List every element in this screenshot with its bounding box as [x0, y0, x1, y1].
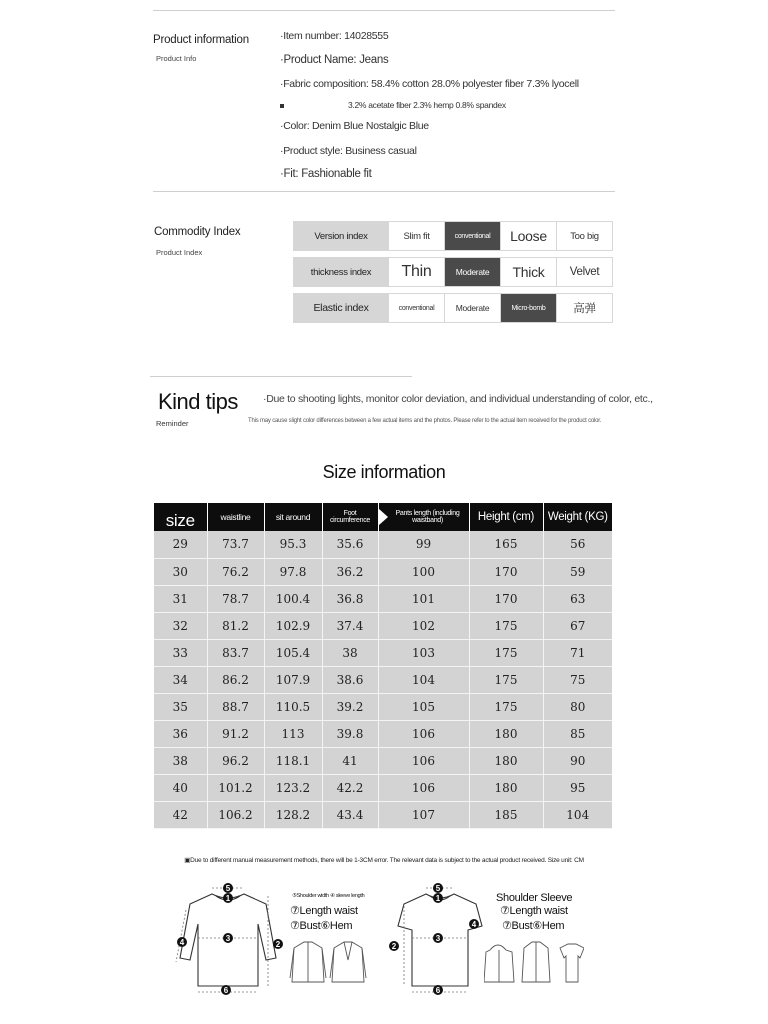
- product-style: ·Product style: Business casual: [280, 145, 417, 157]
- kind-tips-subtitle: Reminder: [156, 419, 189, 428]
- table-row: [154, 666, 612, 693]
- diagram-left-line1: ⑦Length waist: [290, 905, 358, 917]
- table-cell: 41: [322, 747, 378, 774]
- table-cell: 75: [543, 666, 612, 693]
- table-cell: 100.4: [264, 585, 322, 612]
- diagram-right-line2: ⑦Bust⑥Hem: [502, 920, 565, 932]
- thickness-option-velvet: Velvet: [557, 257, 613, 287]
- table-cell: 30: [154, 558, 207, 585]
- table-cell: 42: [154, 801, 207, 828]
- table-cell: 103: [378, 639, 469, 666]
- table-cell: 91.2: [207, 720, 264, 747]
- version-option-too-big: Too big: [557, 221, 613, 251]
- commodity-index-subtitle: Product Index: [156, 248, 203, 257]
- table-cell: 59: [543, 558, 612, 585]
- svg-text:5: 5: [225, 884, 231, 893]
- svg-text:5: 5: [435, 884, 441, 893]
- header-weight: Weight (KG): [543, 503, 612, 531]
- version-option-loose: Loose: [501, 221, 557, 251]
- table-cell: 81.2: [207, 612, 264, 639]
- diagram-right-line1: ⑦Length waist: [500, 905, 568, 917]
- table-cell: 38: [322, 639, 378, 666]
- header-height: Height (cm): [469, 503, 543, 531]
- table-cell: 38.6: [322, 666, 378, 693]
- header-sit-around: sit around: [264, 503, 322, 531]
- elastic-option-moderate: Moderate: [445, 293, 501, 323]
- table-cell: 175: [469, 612, 543, 639]
- color: ·Color: Denim Blue Nostalgic Blue: [280, 120, 429, 132]
- table-cell: 39.2: [322, 693, 378, 720]
- svg-text:2: 2: [275, 940, 281, 949]
- table-cell: 105: [378, 693, 469, 720]
- thickness-option-moderate: Moderate: [445, 257, 501, 287]
- elastic-index-row: [293, 293, 613, 323]
- version-option-conventional: conventional: [445, 221, 501, 251]
- table-row: [154, 531, 612, 558]
- diagram-left-small-label: ⑤Shoulder width ④ sleeve length: [292, 893, 365, 899]
- table-cell: 100: [378, 558, 469, 585]
- table-cell: 43.4: [322, 801, 378, 828]
- table-cell: 73.7: [207, 531, 264, 558]
- table-cell: 90: [543, 747, 612, 774]
- header-size: size: [154, 503, 207, 531]
- table-cell: 101: [378, 585, 469, 612]
- commodity-index-title: Commodity Index: [154, 226, 241, 238]
- elastic-option-conventional: conventional: [389, 293, 445, 323]
- table-cell: 71: [543, 639, 612, 666]
- thickness-option-thick: Thick: [501, 257, 557, 287]
- table-cell: 175: [469, 693, 543, 720]
- table-cell: 175: [469, 639, 543, 666]
- header-pants-length-text: Pants length (including waistband): [395, 509, 460, 524]
- table-cell: 170: [469, 585, 543, 612]
- fabric-composition-text: 3.2% acetate fiber 2.3% hemp 0.8% spandex: [348, 100, 506, 110]
- table-cell: 83.7: [207, 639, 264, 666]
- table-row: [154, 639, 612, 666]
- table-cell: 102.9: [264, 612, 322, 639]
- divider: [150, 376, 412, 377]
- svg-text:6: 6: [223, 986, 229, 995]
- svg-text:4: 4: [179, 938, 185, 947]
- table-cell: 165: [469, 531, 543, 558]
- table-cell: 110.5: [264, 693, 322, 720]
- table-cell: 170: [469, 558, 543, 585]
- table-cell: 128.2: [264, 801, 322, 828]
- table-row: [154, 747, 612, 774]
- measurement-note: ▣Due to different manual measurement methods, there will be 1-3CM error. The relevant data is subject to the actual product received. Size unit: CM: [184, 857, 584, 864]
- table-row: [154, 585, 612, 612]
- svg-text:4: 4: [471, 920, 477, 929]
- table-cell: 33: [154, 639, 207, 666]
- long-sleeve-measurement-diagram: [168, 876, 388, 1000]
- table-cell: 56: [543, 531, 612, 558]
- table-row: [154, 558, 612, 585]
- table-row: [154, 720, 612, 747]
- table-cell: 37.4: [322, 612, 378, 639]
- size-table-header: [154, 503, 612, 531]
- product-info-title: Product information: [153, 34, 249, 46]
- table-cell: 35: [154, 693, 207, 720]
- table-cell: 107: [378, 801, 469, 828]
- elastic-option-high-stretch: 高弹: [557, 293, 613, 323]
- table-cell: 180: [469, 774, 543, 801]
- header-arrow-icon: [379, 509, 388, 525]
- table-cell: 105.4: [264, 639, 322, 666]
- table-cell: 106: [378, 747, 469, 774]
- jacket-icons: [288, 938, 368, 988]
- table-cell: 118.1: [264, 747, 322, 774]
- product-info-subtitle: Product Info: [156, 54, 197, 63]
- svg-text:1: 1: [435, 894, 441, 903]
- table-cell: 102: [378, 612, 469, 639]
- long-sleeve-shirt-icon: [168, 876, 288, 1000]
- table-cell: 36.2: [322, 558, 378, 585]
- tshirt-measurement-diagram: [384, 876, 604, 1000]
- version-index-label: Version index: [293, 221, 389, 251]
- svg-text:1: 1: [225, 894, 231, 903]
- table-cell: 95: [543, 774, 612, 801]
- divider: [153, 10, 615, 11]
- table-cell: 96.2: [207, 747, 264, 774]
- table-cell: 113: [264, 720, 322, 747]
- size-table: [154, 503, 612, 829]
- elastic-option-micro-bomb: Micro-bomb: [501, 293, 557, 323]
- table-cell: 86.2: [207, 666, 264, 693]
- svg-text:2: 2: [391, 942, 397, 951]
- table-cell: 106.2: [207, 801, 264, 828]
- product-name: ·Product Name: Jeans: [280, 54, 389, 66]
- table-cell: 107.9: [264, 666, 322, 693]
- item-number: ·Item number: 14028555: [280, 30, 389, 42]
- diagram-left-line2: ⑦Bust⑥Hem: [290, 920, 353, 932]
- svg-text:3: 3: [435, 934, 441, 943]
- version-option-slim-fit: Slim fit: [389, 221, 445, 251]
- table-cell: 78.7: [207, 585, 264, 612]
- table-row: [154, 693, 612, 720]
- table-cell: 95.3: [264, 531, 322, 558]
- table-cell: 80: [543, 693, 612, 720]
- fabric-composition: ·Fabric composition: 58.4% cotton 28.0% polyester fiber 7.3% lyocell: [280, 78, 579, 90]
- table-cell: 67: [543, 612, 612, 639]
- version-index-row: [293, 221, 613, 251]
- table-cell: 85: [543, 720, 612, 747]
- thickness-index-row: [293, 257, 613, 287]
- divider: [153, 191, 615, 192]
- table-cell: 36.8: [322, 585, 378, 612]
- svg-text:6: 6: [435, 986, 441, 995]
- header-foot-circumference: Foot circumference: [322, 503, 378, 531]
- bullet-marker: [280, 104, 284, 108]
- fabric-composition-continued: [280, 100, 506, 110]
- fit: ·Fit: Fashionable fit: [280, 168, 372, 180]
- table-cell: 63: [543, 585, 612, 612]
- table-cell: 36: [154, 720, 207, 747]
- table-cell: 104: [543, 801, 612, 828]
- table-cell: 31: [154, 585, 207, 612]
- table-cell: 40: [154, 774, 207, 801]
- table-cell: 185: [469, 801, 543, 828]
- thickness-option-thin: Thin: [389, 257, 445, 287]
- table-cell: 34: [154, 666, 207, 693]
- table-cell: 180: [469, 747, 543, 774]
- table-row: [154, 612, 612, 639]
- table-cell: 175: [469, 666, 543, 693]
- table-cell: 35.6: [322, 531, 378, 558]
- table-cell: 104: [378, 666, 469, 693]
- table-cell: 106: [378, 720, 469, 747]
- table-cell: 97.8: [264, 558, 322, 585]
- table-cell: 101.2: [207, 774, 264, 801]
- table-cell: 39.8: [322, 720, 378, 747]
- size-info-title: Size information: [322, 462, 446, 482]
- table-cell: 123.2: [264, 774, 322, 801]
- table-cell: 88.7: [207, 693, 264, 720]
- header-waistline: waistline: [207, 503, 264, 531]
- table-cell: 32: [154, 612, 207, 639]
- table-cell: 99: [378, 531, 469, 558]
- elastic-index-label: Elastic index: [293, 293, 389, 323]
- table-cell: 42.2: [322, 774, 378, 801]
- kind-tips-title: Kind tips: [158, 389, 238, 414]
- header-pants-length: [378, 503, 469, 531]
- table-cell: 29: [154, 531, 207, 558]
- svg-text:3: 3: [225, 934, 231, 943]
- tips-text-line2: This may cause slight color differences between a few actual items and the photos. Please refer to the actual item received for the product color.: [248, 418, 602, 424]
- thickness-index-label: thickness index: [293, 257, 389, 287]
- table-cell: 180: [469, 720, 543, 747]
- table-row: [154, 801, 612, 828]
- table-cell: 106: [378, 774, 469, 801]
- table-cell: 76.2: [207, 558, 264, 585]
- table-cell: 38: [154, 747, 207, 774]
- apparel-icons: [484, 938, 584, 988]
- table-row: [154, 774, 612, 801]
- tips-text-line1: ·Due to shooting lights, monitor color deviation, and individual understanding of color, etc.,: [263, 393, 653, 405]
- diagram-right-label: Shoulder Sleeve: [496, 892, 573, 904]
